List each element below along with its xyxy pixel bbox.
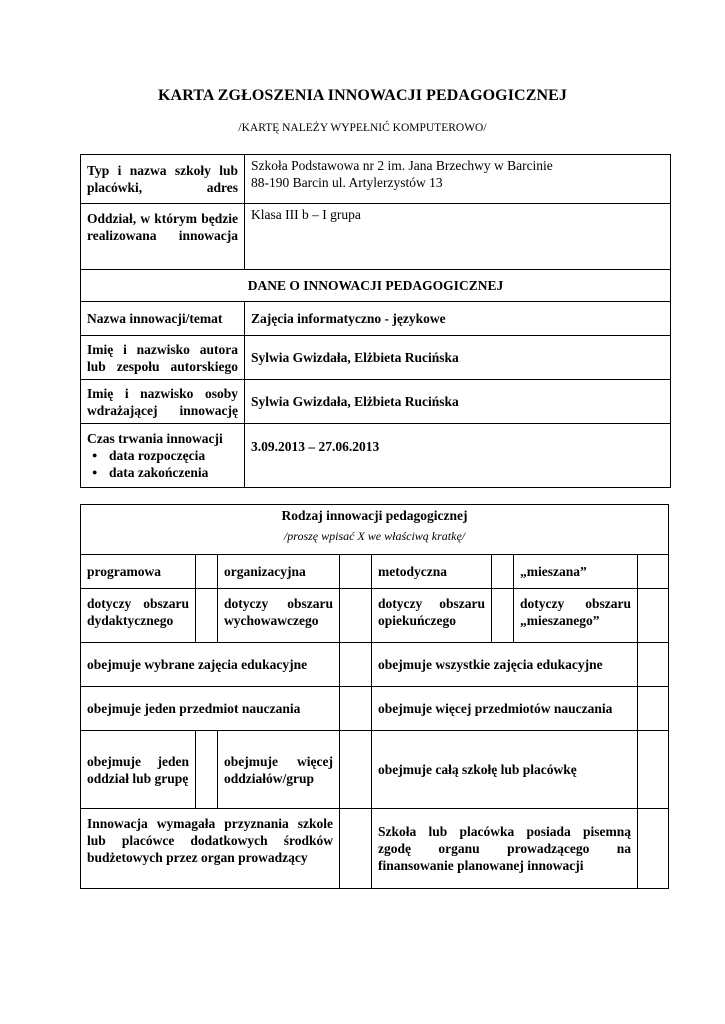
funding-consent: Szkoła lub placówka posiada pisemną zgodę organu prowadzącego na finansowanie planowanej innowacji bbox=[372, 809, 638, 889]
school-value bbox=[245, 155, 671, 204]
checkbox-mieszana[interactable] bbox=[638, 555, 669, 589]
checkbox-area-educational[interactable] bbox=[340, 589, 372, 643]
type-programowa: programowa bbox=[81, 555, 196, 589]
school-address: 88-190 Barcin ul. Artylerzystów 13 bbox=[251, 175, 443, 190]
type-header-hint: /proszę wpisać X we właściwą kratkę/ bbox=[283, 529, 466, 543]
checkbox-subject-multiple[interactable] bbox=[638, 687, 669, 731]
implementer-value: Sylwia Gwizdała, Elżbieta Rucińska bbox=[245, 380, 671, 424]
group-multiple: obejmuje więcej oddziałów/grup bbox=[218, 731, 340, 809]
author-label: Imię i nazwisko autora lub zespołu autorskiego bbox=[81, 336, 245, 380]
checkbox-organizacyjna[interactable] bbox=[340, 555, 372, 589]
checkbox-group-multiple[interactable] bbox=[340, 731, 372, 809]
checkbox-scope-selected[interactable] bbox=[340, 643, 372, 687]
checkbox-funding-additional[interactable] bbox=[340, 809, 372, 889]
innovation-type-table bbox=[80, 504, 669, 889]
checkbox-area-care[interactable] bbox=[492, 589, 514, 643]
school-name: Szkoła Podstawowa nr 2 im. Jana Brzechwy w Barcinie bbox=[251, 158, 553, 173]
type-organizacyjna: organizacyjna bbox=[218, 555, 340, 589]
group-single: obejmuje jeden oddział lub grupę bbox=[81, 731, 196, 809]
class-label: Oddział, w którym będzie realizowana innowacja bbox=[81, 204, 245, 270]
type-metodyczna: metodyczna bbox=[372, 555, 492, 589]
scope-selected-classes: obejmuje wybrane zajęcia edukacyjne bbox=[81, 643, 340, 687]
checkbox-group-whole[interactable] bbox=[638, 731, 669, 809]
checkbox-metodyczna[interactable] bbox=[492, 555, 514, 589]
checkbox-subject-single[interactable] bbox=[340, 687, 372, 731]
scope-all-classes: obejmuje wszystkie zajęcia edukacyjne bbox=[372, 643, 638, 687]
implementer-label: Imię i nazwisko osoby wdrażającej innowację bbox=[81, 380, 245, 424]
topic-label: Nazwa innowacji/temat bbox=[81, 302, 245, 336]
class-value: Klasa III b – I grupa bbox=[245, 204, 671, 270]
checkbox-funding-consent[interactable] bbox=[638, 809, 669, 889]
funding-additional: Innowacja wymagała przyznania szkole lub placówce dodatkowych środków budżetowych przez organ prowadzący bbox=[81, 809, 340, 889]
type-header-title: Rodzaj innowacji pedagogicznej bbox=[281, 508, 468, 523]
checkbox-scope-all[interactable] bbox=[638, 643, 669, 687]
end-date-item: ● data zakończenia bbox=[109, 464, 238, 481]
duration-title: Czas trwania innowacji bbox=[87, 431, 223, 446]
duration-value: 3.09.2013 – 27.06.2013 bbox=[245, 424, 671, 488]
area-didactic: dotyczy obszaru dydaktycznego bbox=[81, 589, 196, 643]
school-label: Typ i nazwa szkoły lub placówki, adres bbox=[81, 155, 245, 204]
subject-multiple: obejmuje więcej przedmiotów nauczania bbox=[372, 687, 638, 731]
area-mixed: dotyczy obszaru „mieszanego” bbox=[514, 589, 638, 643]
group-whole-school: obejmuje całą szkołę lub placówkę bbox=[372, 731, 638, 809]
area-educational: dotyczy obszaru wychowawczego bbox=[218, 589, 340, 643]
author-value: Sylwia Gwizdała, Elżbieta Rucińska bbox=[245, 336, 671, 380]
topic-value: Zajęcia informatyczno - językowe bbox=[245, 302, 671, 336]
document-subtitle: /KARTĘ NALEŻY WYPEŁNIĆ KOMPUTEROWO/ bbox=[238, 122, 487, 134]
duration-label bbox=[81, 424, 245, 488]
type-header bbox=[81, 505, 669, 555]
checkbox-area-didactic[interactable] bbox=[196, 589, 218, 643]
checkbox-area-mixed[interactable] bbox=[638, 589, 669, 643]
document-title: KARTA ZGŁOSZENIA INNOWACJI PEDAGOGICZNEJ bbox=[158, 87, 567, 104]
section-heading: DANE O INNOWACJI PEDAGOGICZNEJ bbox=[81, 270, 671, 302]
checkbox-programowa[interactable] bbox=[196, 555, 218, 589]
type-mieszana: „mieszana” bbox=[514, 555, 638, 589]
area-care: dotyczy obszaru opiekuńczego bbox=[372, 589, 492, 643]
checkbox-group-single[interactable] bbox=[196, 731, 218, 809]
subject-single: obejmuje jeden przedmiot nauczania bbox=[81, 687, 340, 731]
start-date-item: ● data rozpoczęcia bbox=[109, 447, 238, 464]
innovation-data-table bbox=[80, 154, 671, 488]
